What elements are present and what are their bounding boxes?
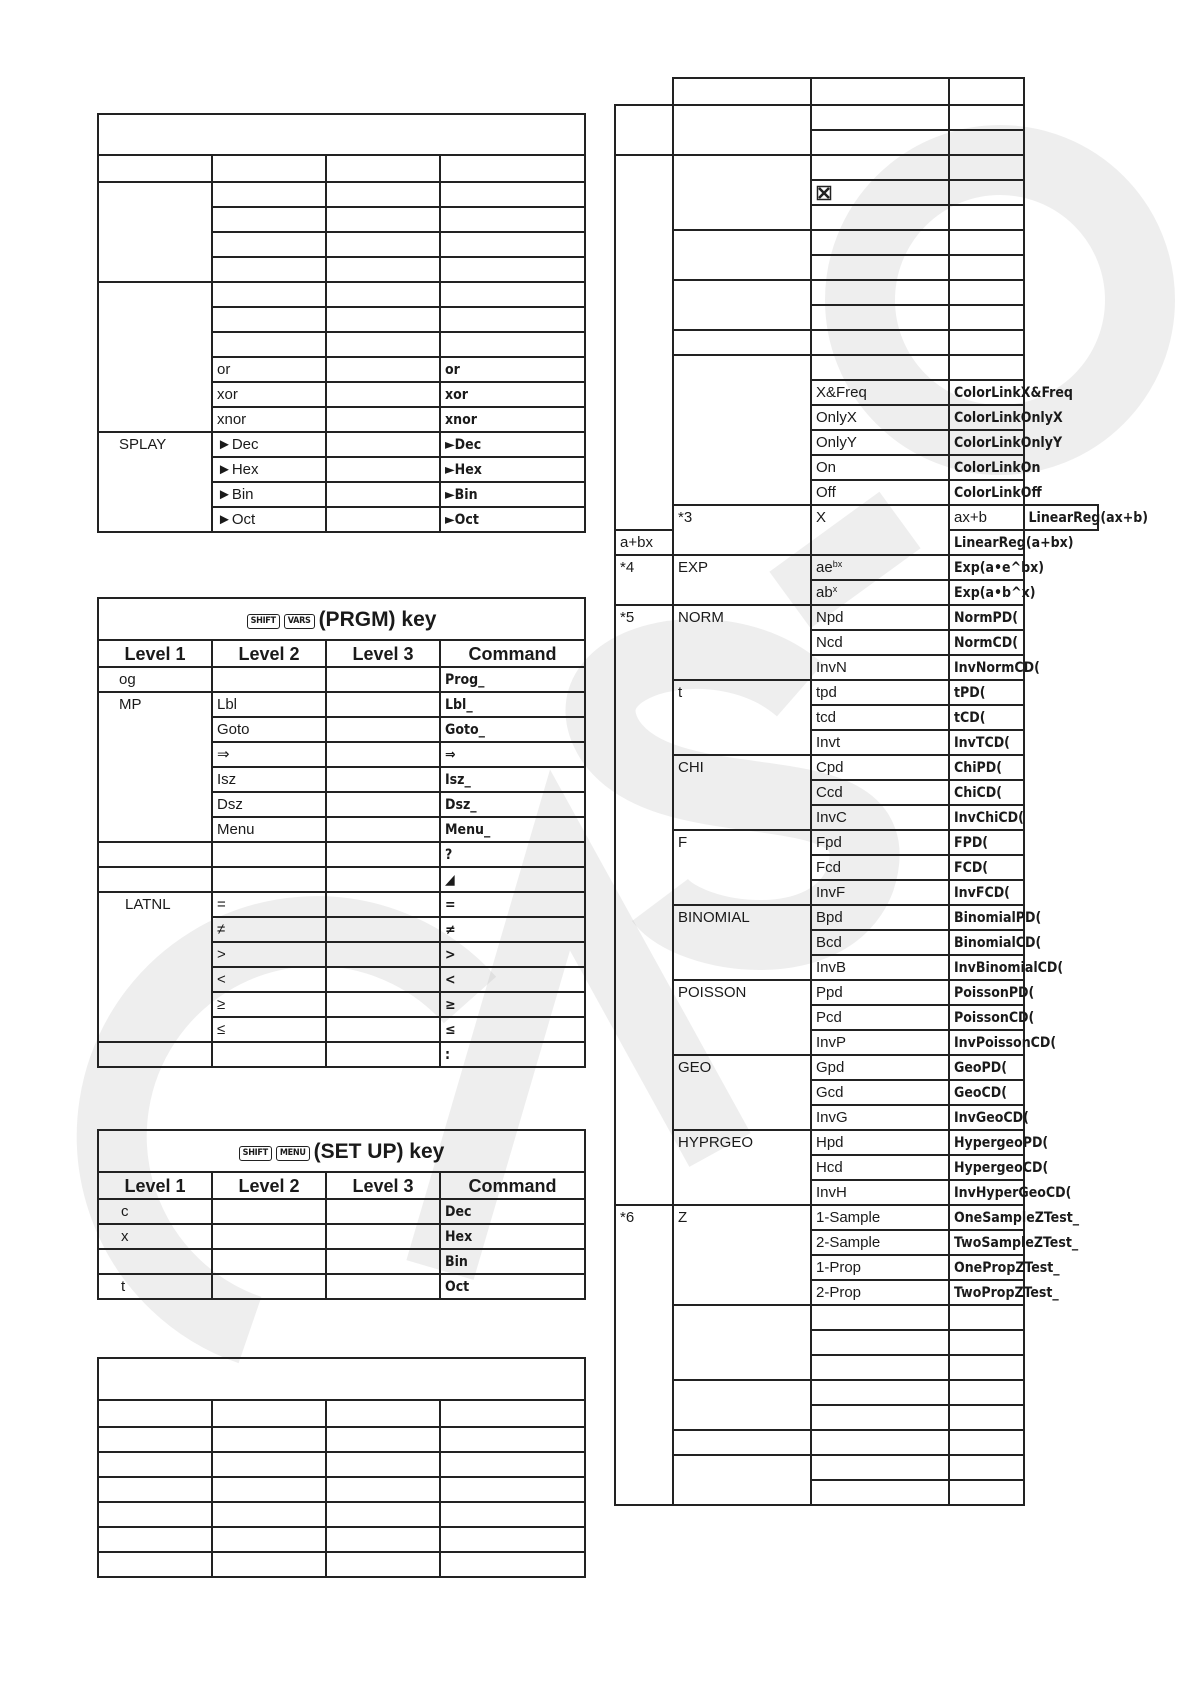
level2-cell: HYPRGEO xyxy=(673,1130,811,1205)
footnote-mark: *3 xyxy=(673,505,811,555)
level1-cell: MP xyxy=(98,692,212,842)
level3-cell: Invt xyxy=(811,730,949,755)
header-row xyxy=(98,640,585,667)
table-row xyxy=(615,980,1098,1005)
level2-cell: NORM xyxy=(673,605,811,680)
table-row xyxy=(98,667,585,692)
table-row xyxy=(615,605,1098,630)
level2-cell: Menu xyxy=(212,817,326,842)
command-cell: LinearReg(a+bx) xyxy=(949,530,1024,555)
footnote-mark: *5 xyxy=(615,605,673,1205)
level3-cell: Fcd xyxy=(811,855,949,880)
command-cell: BinomialCD( xyxy=(949,930,1024,955)
level3-cell: X&Freq xyxy=(811,380,949,405)
header-command: Command xyxy=(440,1172,585,1199)
table-row xyxy=(615,680,1098,705)
command-cell: Lbl_ xyxy=(440,692,585,717)
level2-cell: EXP xyxy=(673,555,811,605)
command-cell: tCD( xyxy=(949,705,1024,730)
command-cell: PoissonPD( xyxy=(949,980,1024,1005)
level3-cell: Pcd xyxy=(811,1005,949,1030)
command-cell: < xyxy=(440,967,585,992)
level2-cell: or xyxy=(212,357,326,382)
command-cell: = xyxy=(440,892,585,917)
command-cell: Dsz_ xyxy=(440,792,585,817)
level3-cell: Ccd xyxy=(811,780,949,805)
menu-key-icon: MENU xyxy=(276,1146,310,1161)
command-cell: InvChiCD( xyxy=(949,805,1024,830)
level2-cell: Z xyxy=(673,1205,811,1305)
table-title xyxy=(98,1130,585,1172)
table-row xyxy=(98,1274,585,1299)
command-cell: ColorLinkOff xyxy=(949,480,1024,505)
shift-key-icon: SHIFT xyxy=(247,614,280,629)
level2-cell: xnor xyxy=(212,407,326,432)
level3-cell: ax+b xyxy=(949,505,1024,530)
command-cell: ►Bin xyxy=(440,482,585,507)
title-text: (SET UP) key xyxy=(313,1139,445,1163)
level2-cell: ►Oct xyxy=(212,507,326,532)
command-cell: OneSampleZTest_ xyxy=(949,1205,1024,1230)
level3-cell: 1-Prop xyxy=(811,1255,949,1280)
command-cell: ≥ xyxy=(440,992,585,1017)
level2-cell: t xyxy=(673,680,811,755)
level3-cell: $ab^x$ xyxy=(811,580,949,605)
command-cell: ◢ xyxy=(440,867,585,892)
level2-cell: CHI xyxy=(673,755,811,830)
command-cell: TwoPropZTest_ xyxy=(949,1280,1024,1305)
command-cell: ⇒ xyxy=(440,742,585,767)
command-cell: GeoCD( xyxy=(949,1080,1024,1105)
level2-cell: Dsz xyxy=(212,792,326,817)
command-cell: Exp(a•b^x) xyxy=(949,580,1024,605)
level2-cell: ≥ xyxy=(212,992,326,1017)
command-cell: Isz_ xyxy=(440,767,585,792)
cross-box-icon xyxy=(816,185,832,201)
level2-cell: POISSON xyxy=(673,980,811,1055)
table-row xyxy=(98,842,585,867)
command-cell: ? xyxy=(440,842,585,867)
level3-cell: 2-Sample xyxy=(811,1230,949,1255)
header-row xyxy=(98,1172,585,1199)
footnote-mark: *4 xyxy=(615,555,673,605)
command-cell: ColorLinkX&Freq xyxy=(949,380,1024,405)
command-cell: Bin xyxy=(440,1249,585,1274)
command-cell: ►Hex xyxy=(440,457,585,482)
table-title xyxy=(98,1358,585,1400)
command-cell: OnePropZTest_ xyxy=(949,1255,1024,1280)
table-row xyxy=(98,1249,585,1274)
level3-cell: Bcd xyxy=(811,930,949,955)
level2-cell: ►Hex xyxy=(212,457,326,482)
shift-key-icon: SHIFT xyxy=(239,1146,272,1161)
command-cell: FPD( xyxy=(949,830,1024,855)
level2-cell: GEO xyxy=(673,1055,811,1130)
level3-cell: InvH xyxy=(811,1180,949,1205)
command-cell: xnor xyxy=(440,407,585,432)
command-cell: ColorLinkOnlyX xyxy=(949,405,1024,430)
level2-cell: Isz xyxy=(212,767,326,792)
level3-cell: InvN xyxy=(811,655,949,680)
level3-cell: Cpd xyxy=(811,755,949,780)
command-cell: HypergeoCD( xyxy=(949,1155,1024,1180)
level3-cell: Bpd xyxy=(811,905,949,930)
table-row xyxy=(615,1205,1098,1230)
command-cell: Exp(a•e^bx) xyxy=(949,555,1024,580)
table-stat-commands xyxy=(614,77,1149,1506)
level2-cell: ≤ xyxy=(212,1017,326,1042)
command-cell: PoissonCD( xyxy=(949,1005,1024,1030)
level3-cell: 1-Sample xyxy=(811,1205,949,1230)
command-cell: Hex xyxy=(440,1224,585,1249)
command-cell: InvPoissonCD( xyxy=(949,1030,1024,1055)
level3-cell: InvP xyxy=(811,1030,949,1055)
level3-cell: Hpd xyxy=(811,1130,949,1155)
level3-cell: Ppd xyxy=(811,980,949,1005)
table-prgm-key xyxy=(97,597,586,1068)
table-row xyxy=(615,505,1098,530)
table-row xyxy=(98,1042,585,1067)
header-level3: Level 3 xyxy=(326,640,440,667)
command-cell: HypergeoPD( xyxy=(949,1130,1024,1155)
level3-cell: $ae^{bx}$ xyxy=(811,555,949,580)
header-command: Command xyxy=(440,640,585,667)
level2-cell: < xyxy=(212,967,326,992)
table-title xyxy=(98,114,585,155)
level2-cell: Lbl xyxy=(212,692,326,717)
level3-cell: InvG xyxy=(811,1105,949,1130)
level2-cell: ⇒ xyxy=(212,742,326,767)
level3-cell: On xyxy=(811,455,949,480)
level3-cell: tcd xyxy=(811,705,949,730)
header-level1: Level 1 xyxy=(98,640,212,667)
command-cell: ColorLinkOnlyY xyxy=(949,430,1024,455)
level2-cell: ►Dec xyxy=(212,432,326,457)
table-row xyxy=(615,905,1098,930)
command-cell: GeoPD( xyxy=(949,1055,1024,1080)
command-cell: > xyxy=(440,942,585,967)
command-cell: InvNormCD( xyxy=(949,655,1024,680)
table-row xyxy=(98,1224,585,1249)
level3-cell: Off xyxy=(811,480,949,505)
table-operators xyxy=(97,113,586,533)
level2-cell: Goto xyxy=(212,717,326,742)
command-cell: InvTCD( xyxy=(949,730,1024,755)
level2-cell: > xyxy=(212,942,326,967)
table-row xyxy=(615,1055,1098,1080)
level3-cell: a+bx xyxy=(615,530,673,555)
level3-cell: tpd xyxy=(811,680,949,705)
command-cell: LinearReg(ax+b) xyxy=(1024,505,1099,530)
level1-cell: t xyxy=(98,1274,212,1299)
table-title xyxy=(98,598,585,640)
command-cell: ChiCD( xyxy=(949,780,1024,805)
level2-cell: = xyxy=(212,892,326,917)
level2-cell: ≠ xyxy=(212,917,326,942)
table-row xyxy=(615,1130,1098,1155)
command-cell: ≠ xyxy=(440,917,585,942)
table-row xyxy=(615,830,1098,855)
level3-cell: Fpd xyxy=(811,830,949,855)
table-row xyxy=(615,755,1098,780)
level1-cell: c xyxy=(98,1199,212,1224)
level1-cell: LATNL xyxy=(98,892,212,1042)
command-cell: FCD( xyxy=(949,855,1024,880)
level2-cell: xor xyxy=(212,382,326,407)
table-row xyxy=(98,1199,585,1224)
command-cell: Dec xyxy=(440,1199,585,1224)
command-cell: NormPD( xyxy=(949,605,1024,630)
table-row xyxy=(98,432,585,457)
table-setup-key xyxy=(97,1129,586,1300)
header-level1: Level 1 xyxy=(98,1172,212,1199)
level1-cell: og xyxy=(98,667,212,692)
level3-cell: InvC xyxy=(811,805,949,830)
command-cell: Oct xyxy=(440,1274,585,1299)
level3-cell: Npd xyxy=(811,605,949,630)
table-row xyxy=(98,867,585,892)
table-row xyxy=(615,555,1098,580)
table-row xyxy=(98,892,585,917)
command-cell: Goto_ xyxy=(440,717,585,742)
level3-cell: Hcd xyxy=(811,1155,949,1180)
title-text: (PRGM) key xyxy=(318,607,437,631)
command-cell: ►Dec xyxy=(440,432,585,457)
header-level2: Level 2 xyxy=(212,640,326,667)
level3-cell: InvF xyxy=(811,880,949,905)
level3-cell: InvB xyxy=(811,955,949,980)
footnote-mark: *6 xyxy=(615,1205,673,1505)
command-cell: InvBinomialCD( xyxy=(949,955,1024,980)
command-cell: NormCD( xyxy=(949,630,1024,655)
command-cell: TwoSampleZTest_ xyxy=(949,1230,1024,1255)
command-cell: tPD( xyxy=(949,680,1024,705)
level3-cell: 2-Prop xyxy=(811,1280,949,1305)
level3-cell: Gcd xyxy=(811,1080,949,1105)
command-cell: InvFCD( xyxy=(949,880,1024,905)
command-cell: ChiPD( xyxy=(949,755,1024,780)
table-row xyxy=(98,692,585,717)
level1-cell: SPLAY xyxy=(98,432,212,532)
level1-cell: x xyxy=(98,1224,212,1249)
level2-cell: F xyxy=(673,830,811,905)
command-cell: InvGeoCD( xyxy=(949,1105,1024,1130)
level2-cell: ►Bin xyxy=(212,482,326,507)
level2-cell: X xyxy=(811,505,949,555)
command-cell: InvHyperGeoCD( xyxy=(949,1180,1024,1205)
level3-cell: Gpd xyxy=(811,1055,949,1080)
level3-cell: Ncd xyxy=(811,630,949,655)
level3-cell: OnlyX xyxy=(811,405,949,430)
header-level2: Level 2 xyxy=(212,1172,326,1199)
command-cell: xor xyxy=(440,382,585,407)
command-cell: ►Oct xyxy=(440,507,585,532)
level3-cell: OnlyY xyxy=(811,430,949,455)
command-cell: or xyxy=(440,357,585,382)
command-cell: ColorLinkOn xyxy=(949,455,1024,480)
level2-cell: BINOMIAL xyxy=(673,905,811,980)
command-cell: BinomialPD( xyxy=(949,905,1024,930)
command-cell: : xyxy=(440,1042,585,1067)
command-cell: Menu_ xyxy=(440,817,585,842)
table-empty xyxy=(97,1357,586,1578)
vars-key-icon: VARS xyxy=(284,614,315,629)
header-level3: Level 3 xyxy=(326,1172,440,1199)
command-cell: Prog_ xyxy=(440,667,585,692)
command-cell: ≤ xyxy=(440,1017,585,1042)
